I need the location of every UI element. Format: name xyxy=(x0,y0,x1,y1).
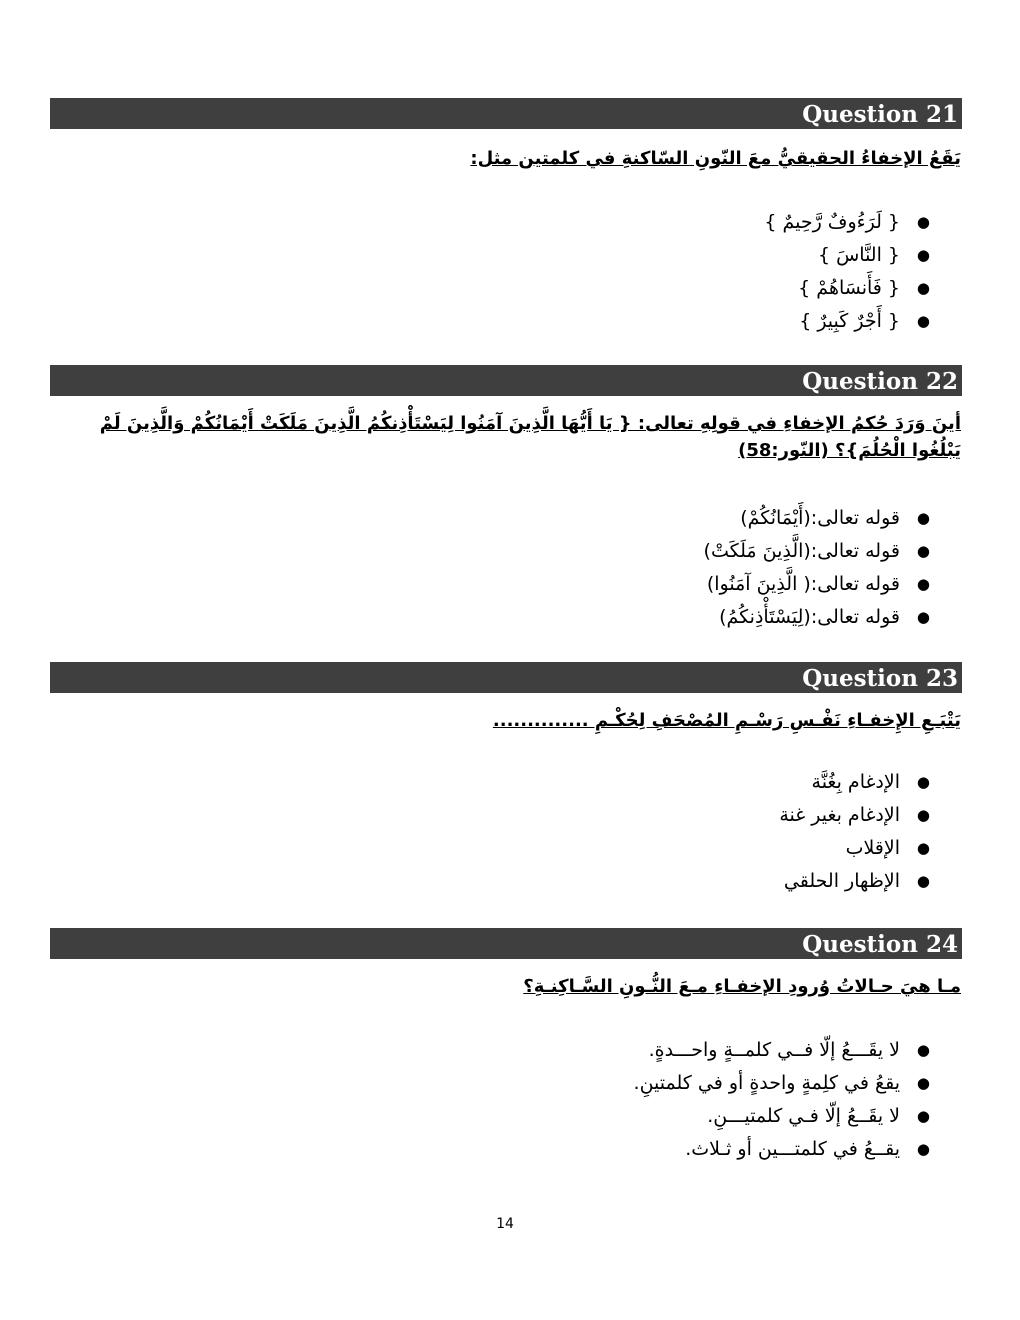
question-22-options xyxy=(300,502,930,634)
question-23-option-4[interactable] xyxy=(300,865,930,898)
option-label: قوله تعالى:(أَيْمَانُكُمْ) xyxy=(740,507,900,529)
question-24-header xyxy=(50,928,962,959)
option-label: { فَأَنسَاهُمْ } xyxy=(798,277,900,299)
option-label: الإدغام بِغُنَّة xyxy=(811,771,900,793)
question-24-text: مـا هيَ حـالاتُ وُرودِ الإخفـاءِ مـعَ النُّـونِ السَّـاكِنـةِ؟ xyxy=(523,976,961,997)
question-23-text: يَتْبَـعِ الإِخفـاءِ نَفْـسِ رَسْـمِ المُصْحَفِ لِحُكْـمِ .............. xyxy=(492,710,961,731)
bullet-icon: ● xyxy=(916,312,930,330)
option-label: قوله تعالى:(لِيَسْتَأْذِنكُمُ) xyxy=(719,606,900,628)
option-label: { النَّاسَ } xyxy=(817,244,900,266)
option-label: الإقلاب xyxy=(845,837,900,859)
question-22-text: أينَ وَرَدَ حُكمُ الإخفاءِ في قولِهِ تعالى: { يَا أَيُّهَا الَّذِينَ آمَنُوا لِيَسْتَأْذِنكُمُ الَّذِينَ مَلَكَتْ أَيْمَانُكُمْ وَالَّذِينَ لَمْ يَبْلُغُوا الْحُلُمَ}؟ (النّور:58) xyxy=(99,413,961,461)
bullet-icon: ● xyxy=(916,279,930,297)
question-22-option-4[interactable] xyxy=(300,601,930,634)
question-21-option-1[interactable] xyxy=(300,206,930,239)
question-23-option-2[interactable] xyxy=(300,799,930,832)
question-24-title: Question 24 xyxy=(802,931,958,958)
question-24-options xyxy=(300,1034,930,1166)
question-22-option-1[interactable] xyxy=(300,502,930,535)
option-label: الإظهار الحلقي xyxy=(783,870,900,892)
option-label: لا يقَــعُ إلّا فـي كلمتيـــنِ. xyxy=(707,1105,900,1127)
bullet-icon: ● xyxy=(916,773,930,791)
question-24-option-3[interactable] xyxy=(300,1100,930,1133)
option-label: يقــعُ في كلمتـــين أو ثـلاث. xyxy=(685,1138,900,1160)
bullet-icon: ● xyxy=(916,1140,930,1158)
option-label: قوله تعالى:(الَّذِينَ مَلَكَتْ) xyxy=(703,540,900,562)
question-22-header xyxy=(50,365,962,396)
option-label: { أَجْرٌ كَبِيرٌ } xyxy=(799,310,900,332)
question-21-option-3[interactable] xyxy=(300,272,930,305)
question-24-option-4[interactable] xyxy=(300,1133,930,1166)
question-22-option-3[interactable] xyxy=(300,568,930,601)
question-21-option-2[interactable] xyxy=(300,239,930,272)
question-23-option-1[interactable] xyxy=(300,766,930,799)
bullet-icon: ● xyxy=(916,575,930,593)
question-24-option-2[interactable] xyxy=(300,1067,930,1100)
question-21-text: يَقَعُ الإخفاءُ الحقيقيُّ معَ النّونِ السّاكنةِ في كلمتين مثل: xyxy=(470,148,961,169)
question-21-header xyxy=(50,98,962,129)
option-label: { لَرَءُوفٌ رَّحِيمٌ } xyxy=(764,211,900,233)
bullet-icon: ● xyxy=(916,608,930,626)
bullet-icon: ● xyxy=(916,246,930,264)
page-number: 14 xyxy=(496,1216,514,1232)
option-label: يقعُ في كلِمةٍ واحدةٍ أو في كلمتينِ. xyxy=(633,1072,900,1094)
bullet-icon: ● xyxy=(916,542,930,560)
question-21-title: Question 21 xyxy=(802,101,958,128)
bullet-icon: ● xyxy=(916,509,930,527)
option-label: قوله تعالى:( الَّذِينَ آمَنُوا) xyxy=(706,573,900,595)
question-22-title: Question 22 xyxy=(802,368,958,395)
bullet-icon: ● xyxy=(916,1074,930,1092)
question-23-option-3[interactable] xyxy=(300,832,930,865)
question-21-option-4[interactable] xyxy=(300,305,930,338)
question-23-options xyxy=(300,766,930,898)
bullet-icon: ● xyxy=(916,213,930,231)
bullet-icon: ● xyxy=(916,1041,930,1059)
question-23-header xyxy=(50,662,962,693)
question-21-options xyxy=(300,206,930,338)
bullet-icon: ● xyxy=(916,806,930,824)
option-label: لا يقَـــعُ إلّا فــي كلمــةٍ واحـــدةٍ. xyxy=(648,1039,900,1061)
bullet-icon: ● xyxy=(916,1107,930,1125)
bullet-icon: ● xyxy=(916,872,930,890)
bullet-icon: ● xyxy=(916,839,930,857)
option-label: الإدغام بغير غنة xyxy=(779,804,900,826)
question-23-title: Question 23 xyxy=(802,665,958,692)
question-24-option-1[interactable] xyxy=(300,1034,930,1067)
question-22-option-2[interactable] xyxy=(300,535,930,568)
